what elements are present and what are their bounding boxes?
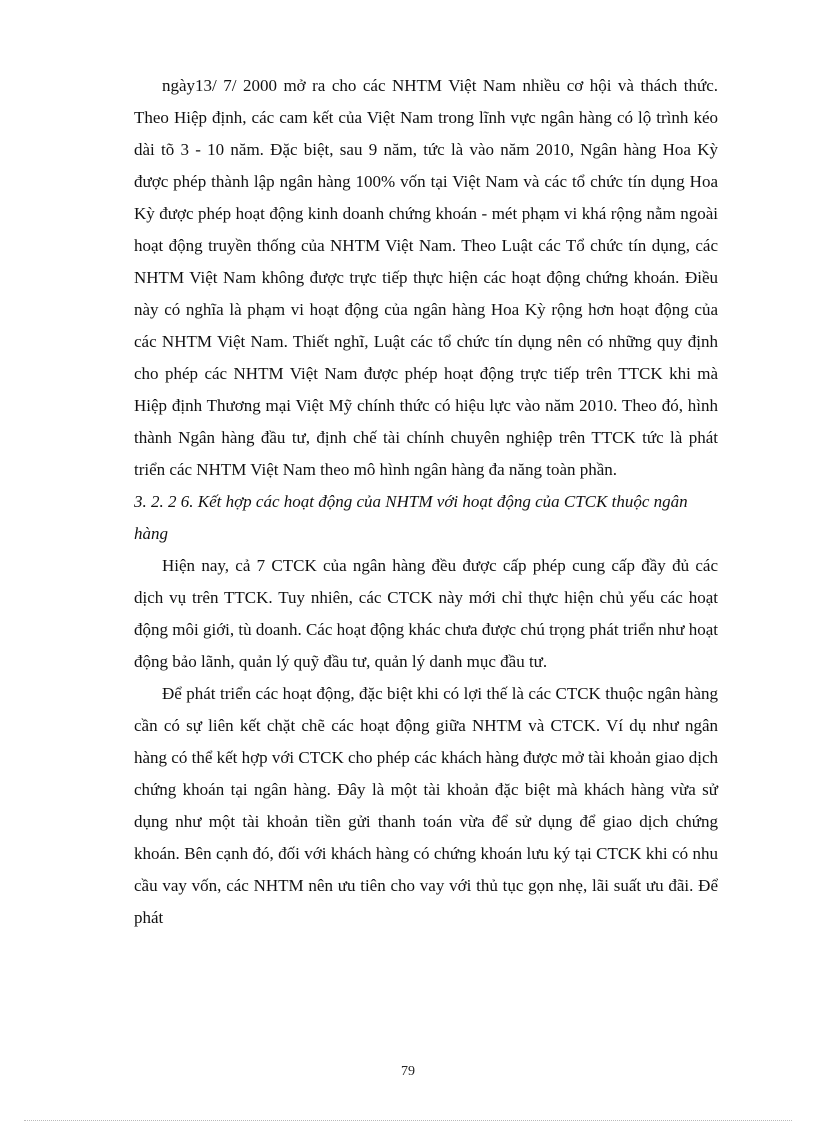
page-number: 79 bbox=[401, 1064, 415, 1079]
page-bottom-border bbox=[24, 1120, 792, 1121]
document-body bbox=[134, 70, 718, 934]
paragraph-cooperation: Để phát triển các hoạt động, đặc biệt khi có lợi thế là các CTCK thuộc ngân hàng cần có sự liên kết chặt chẽ các hoạt động giữa NHTM và CTCK. Ví dụ như ngân hàng có thể kết hợp với CTCK cho phép các khách hàng được mở tài khoản giao dịch chứng khoán tại ngân hàng. Đây là một tài khoản đặc biệt mà khách hàng vừa sử dụng như một tài khoản tiền gửi thanh toán vừa để sử dụng để giao dịch chứng khoán. Bên cạnh đó, đối với khách hàng có chứng khoán lưu ký tại CTCK khi có nhu cầu vay vốn, các NHTM nên ưu tiên cho vay với thủ tục gọn nhẹ, lãi suất ưu đãi. Để phát bbox=[134, 684, 718, 927]
paragraph-trade-agreement: ngày13/ 7/ 2000 mở ra cho các NHTM Việt Nam nhiều cơ hội và thách thức. Theo Hiệp định, các cam kết của Việt Nam trong lĩnh vực ngân hàng có lộ trình kéo dài tõ 3 - 10 năm. Đặc biệt, sau 9 năm, tức là vào năm 2010, Ngân hàng Hoa Kỳ được phép thành lập ngân hàng 100% vốn tại Việt Nam và các tổ chức tín dụng Hoa Kỳ được phép hoạt động kinh doanh chứng khoán - mét phạm vi khá rộng nằm ngoài hoạt động truyền thống của NHTM Việt Nam. Theo Luật các Tổ chức tín dụng, các NHTM Việt Nam không được trực tiếp thực hiện các hoạt động chứng khoán. Điều này có nghĩa là phạm vi hoạt động của ngân hàng Hoa Kỳ rộng hơn hoạt động của các NHTM Việt Nam. Thiết nghĩ, Luật các tổ chức tín dụng nên có những quy định cho phép các NHTM Việt Nam được phép hoạt động trực tiếp trên TTCK khi mà Hiệp định Thương mại Việt Mỹ chính thức có hiệu lực vào năm 2010. Theo đó, hình thành Ngân hàng đầu tư, định chế tài chính chuyên nghiệp trên TTCK tức là phát triển các NHTM Việt Nam theo mô hình ngân hàng đa năng toàn phần. bbox=[134, 76, 718, 479]
section-heading: 3. 2. 2 6. Kết hợp các hoạt động của NHTM với hoạt động của CTCK thuộc ngân hàng bbox=[134, 492, 688, 543]
paragraph-securities-companies: Hiện nay, cả 7 CTCK của ngân hàng đều được cấp phép cung cấp đầy đủ các dịch vụ trên TTCK. Tuy nhiên, các CTCK này mới chỉ thực hiện chủ yếu các hoạt động môi giới, tù doanh. Các hoạt động khác chưa được chú trọng phát triển như hoạt động bảo lãnh, quản lý quỹ đầu tư, quản lý danh mục đầu tư. bbox=[134, 556, 718, 671]
